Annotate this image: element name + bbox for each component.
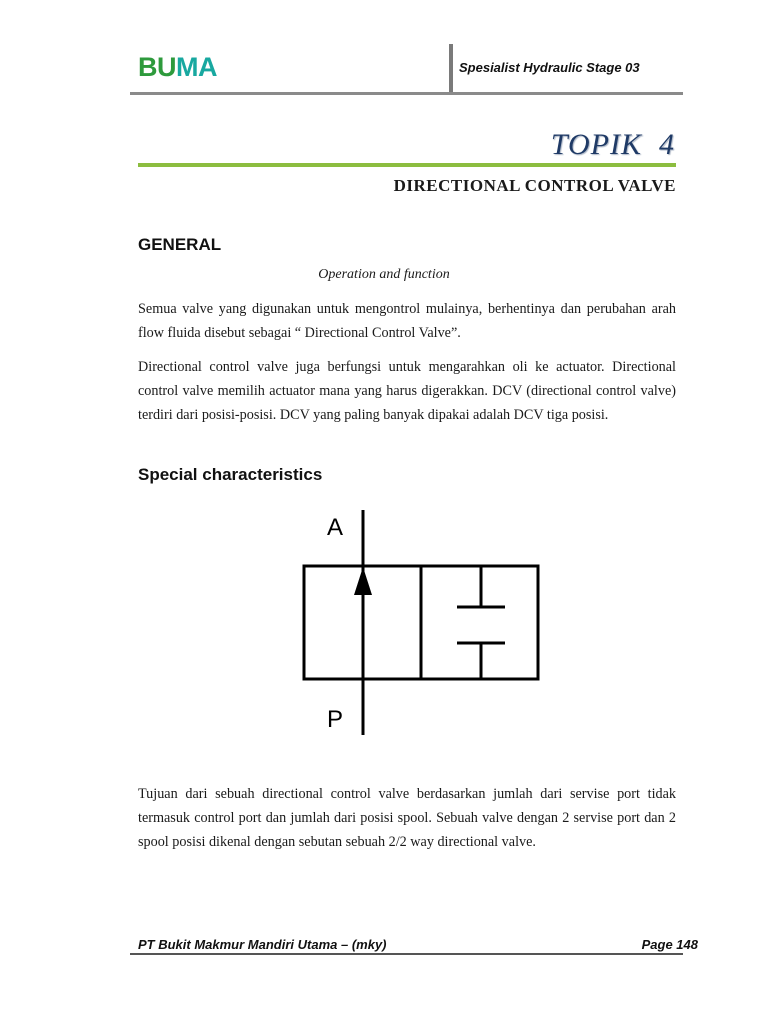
header-rule: [130, 92, 683, 95]
paragraph-3: Tujuan dari sebuah directional control valve berdasarkan jumlah dari servise port tidak termasuk control port dan jumlah dari posisi spool. Sebuah valve dengan 2 servise port dan 2 spool posisi dikenal dengan sebutan sebuah 2/2 way directional valve.: [138, 786, 676, 850]
topic-rule: [138, 163, 676, 167]
header-title: Spesialist Hydraulic Stage 03: [459, 60, 640, 75]
port-label-a: A: [327, 514, 344, 541]
operation-subheading: Operation and function: [318, 267, 450, 282]
general-heading: GENERAL: [138, 235, 222, 254]
special-characteristics-heading: Special characteristics: [138, 465, 323, 484]
logo-text-ma: MA: [176, 52, 217, 82]
topic-title: TOPIK 4: [550, 128, 675, 161]
chapter-subtitle: DIRECTIONAL CONTROL VALVE: [393, 176, 676, 195]
logo-text-bu: BU: [138, 52, 176, 82]
footer-page-number: Page 148: [641, 937, 698, 952]
header-divider: [449, 44, 453, 94]
paragraph-2: Directional control valve juga berfungsi untuk mengarahkan oli ke actuator. Directional control valve memilih actuator mana yang harus digerakkan. DCV (directional control valve) terdiri dari posisi-posisi. DCV yang paling banyak dipakai adalah DCV tiga posisi.: [138, 359, 676, 423]
footer-rule: [130, 953, 683, 955]
buma-logo: [138, 52, 217, 83]
flow-arrow-icon: [354, 567, 372, 595]
paragraph-1: Semua valve yang digunakan untuk mengontrol mulainya, berhentinya dan perubahan arah flow fluida disebut sebagai “ Directional Control Valve”.: [138, 301, 676, 341]
dcv-22-valve-symbol: [295, 505, 545, 740]
footer-company: PT Bukit Makmur Mandiri Utama – (mky): [138, 937, 387, 952]
port-label-p: P: [327, 706, 344, 733]
